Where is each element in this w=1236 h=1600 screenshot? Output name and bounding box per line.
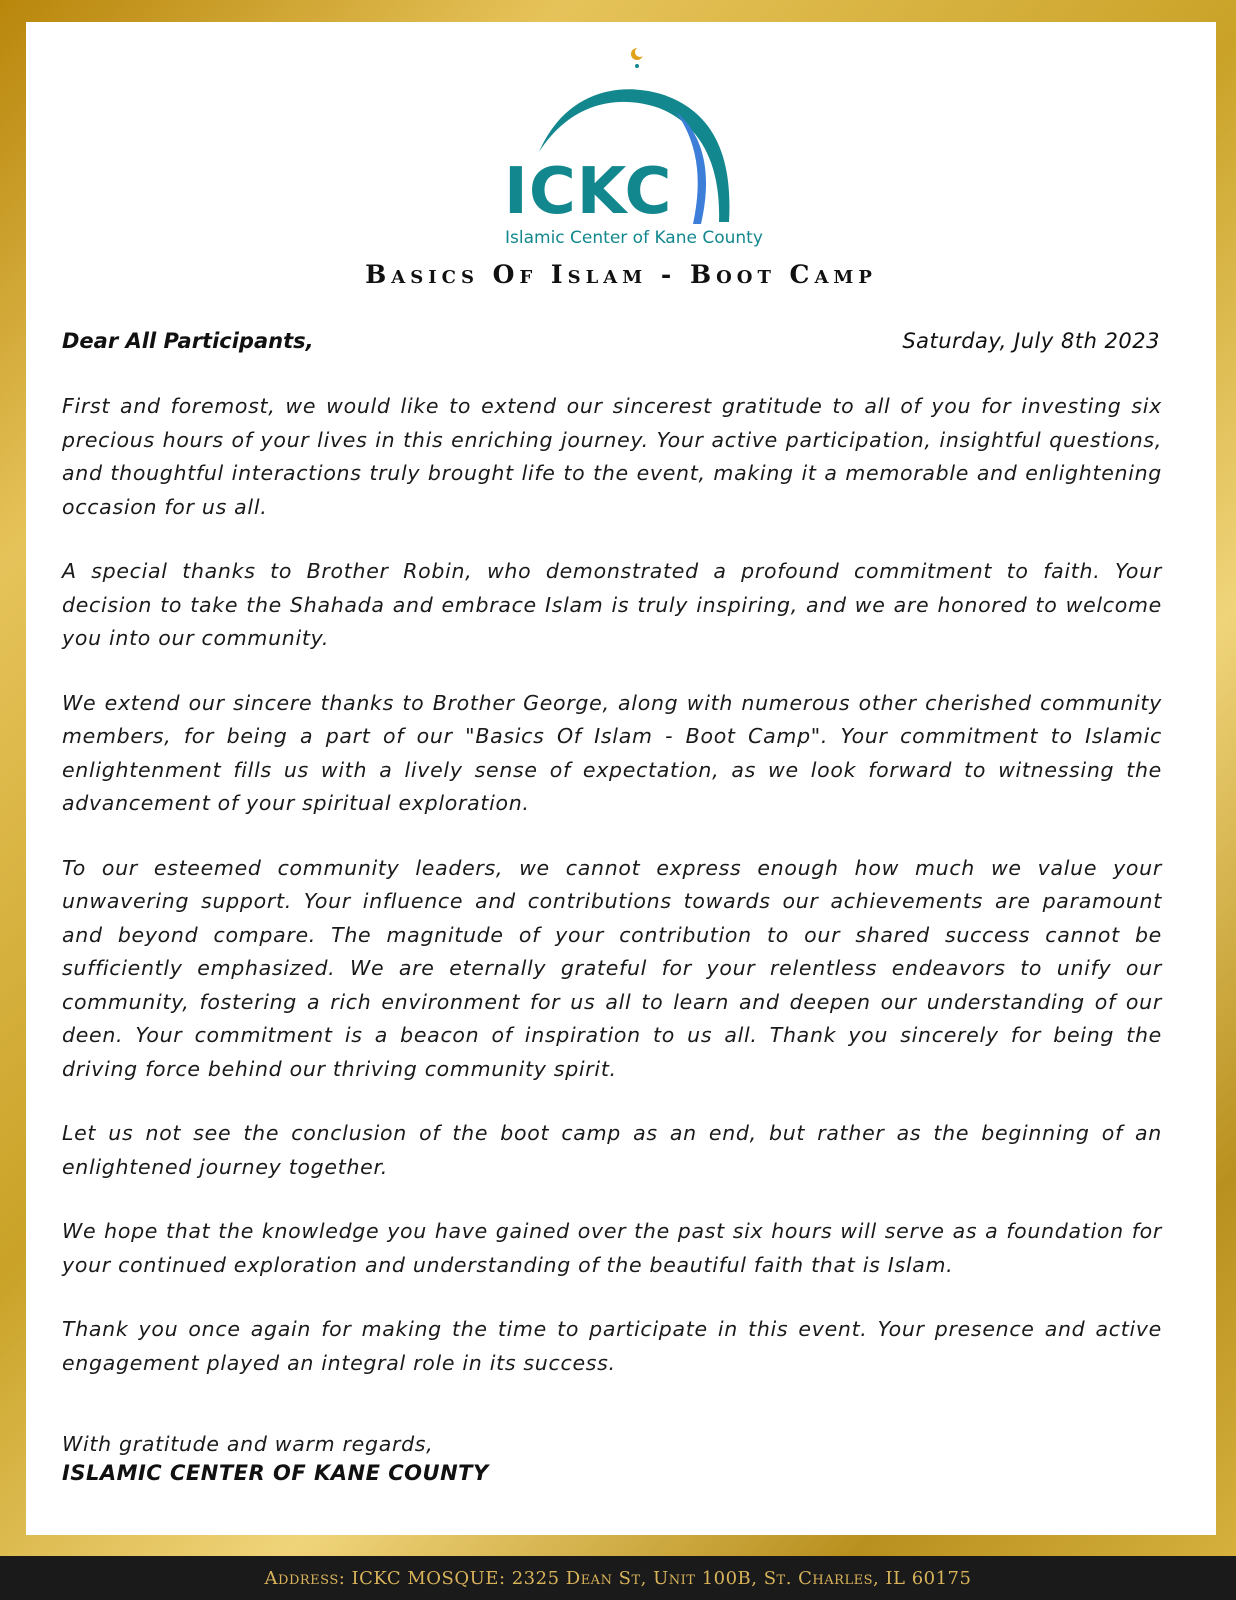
paragraph: We extend our sincere thanks to Brother George, along with numerous other cherished community members, for being a part of our "Basics Of Islam - Boot Camp". Your commitment to Islamic enlightenment fills us with a lively sense of expectation, as we look forward to witnessing the advancement of your spiritual exploration. <box>62 690 1162 815</box>
letter-body <box>62 390 1162 1411</box>
letter-date: Saturday, July 8th 2023 <box>902 329 1160 353</box>
paragraph: To our esteemed community leaders, we cannot express enough how much we value your unwavering support. Your influence and contributions towards our achievements are paramount and beyond compare. The magnitude of your contribution to our shared success cannot be sufficiently emphasized. We are eternally grateful for your relentless endeavors to unify our community, fostering a rich environment for us all to learn and deepen our understanding of our deen. Your commitment is a beacon of inspiration to us all. Thank you sincerely for being the driving force behind our thriving community spirit. <box>62 855 1162 1081</box>
ickc-logo <box>471 42 771 252</box>
paragraph: We hope that the knowledge you have gained over the past six hours will serve as a foundation for your continued exploration and understanding of the beautiful faith that is Islam. <box>62 1219 1162 1277</box>
signature: ISLAMIC CENTER OF KANE COUNTY <box>62 1461 489 1485</box>
letter-page <box>26 22 1216 1535</box>
paragraph: Thank you once again for making the time to participate in this event. Your presence and active engagement played an integral role in its success. <box>62 1317 1162 1375</box>
paragraph: A special thanks to Brother Robin, who demonstrated a profound commitment to faith. Your decision to take the Shahada and embrace Islam is truly inspiring, and we are honored to welcome you into our community. <box>62 559 1162 650</box>
footer-address: Address: ICKC MOSQUE: 2325 Dean St, Unit 100B, St. Charles, IL 60175 <box>264 1567 972 1589</box>
closing-line: With gratitude and warm regards, <box>62 1432 434 1456</box>
paragraph: Let us not see the conclusion of the boot camp as an end, but rather as the beginning of an enlightened journey together. <box>62 1121 1162 1179</box>
logo-acronym: ICKC <box>504 155 673 229</box>
logo-subtitle: Islamic Center of Kane County <box>505 228 763 248</box>
letter-title: Basics Of Islam - Boot Camp <box>365 260 877 289</box>
salutation: Dear All Participants, <box>62 329 314 353</box>
paragraph: First and foremost, we would like to extend our sincerest gratitude to all of you for investing six precious hours of your lives in this enriching journey. Your active participation, insightful questions, and thoughtful interactions truly brought life to the event, making it a memorable and enlightening occasion for us all. <box>62 394 1162 519</box>
address-footer <box>0 1556 1236 1600</box>
